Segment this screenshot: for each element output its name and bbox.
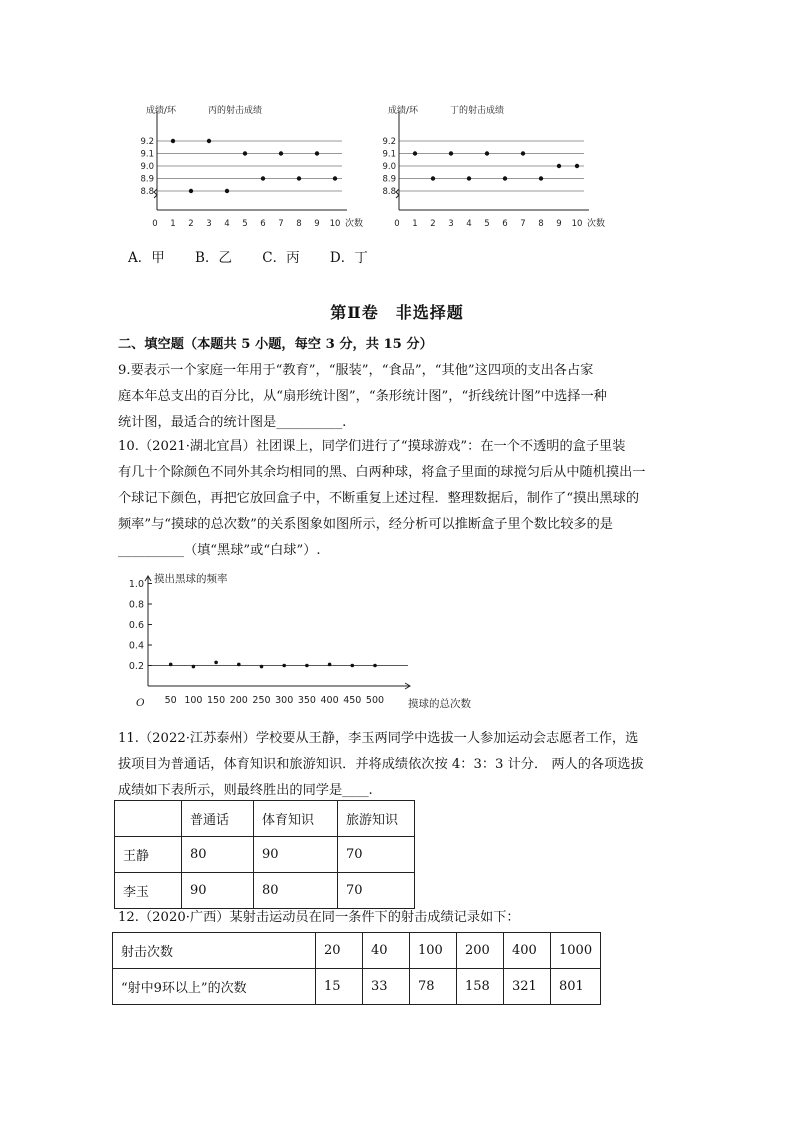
- x-tick-label: 1: [412, 219, 418, 229]
- y-axis-label: 成绩/环: [146, 106, 177, 116]
- x-tick-label: 4: [224, 219, 230, 229]
- data-point: [333, 176, 337, 180]
- x-tick-label: 0: [152, 219, 158, 229]
- table-cell: 普通话: [182, 801, 254, 837]
- x-tick-label: 200: [229, 695, 248, 706]
- table-cell: 20: [316, 933, 363, 969]
- data-point: [539, 176, 543, 180]
- q9-line: 9.要表示一个家庭一年用于“教育”，“服装”，“食品”，“其他”这四项的支出各占家: [118, 363, 594, 378]
- y-tick-label: 9.2: [382, 137, 396, 147]
- table-cell: 1000: [551, 933, 601, 969]
- q9-line: 统计图，最适合的统计图是__________.: [118, 415, 347, 430]
- x-tick-label: 450: [343, 695, 362, 706]
- y-tick-label: 1.0: [128, 579, 144, 590]
- x-tick-label: 8: [538, 219, 544, 229]
- x-tick-label: 7: [520, 219, 526, 229]
- y-tick-label: 9.0: [382, 162, 396, 172]
- question-10: [118, 434, 680, 564]
- chart-bing: [140, 104, 363, 229]
- q10-line: 有几十个除颜色不同外其余均相同的黑、白两种球，将盒子里面的球搅匀后从中随机摸出一: [118, 465, 646, 480]
- x-axis-label: 次数: [587, 219, 606, 229]
- table-cell: 400: [504, 933, 551, 969]
- data-point: [225, 189, 229, 193]
- data-point: [575, 164, 579, 168]
- data-point: [557, 164, 561, 168]
- x-tick-label: 5: [242, 219, 248, 229]
- data-point: [449, 151, 453, 155]
- table-cell: 射击次数: [113, 933, 316, 969]
- table-cell: 78: [410, 969, 457, 1005]
- data-point: [413, 151, 417, 155]
- y-tick-label: 0.4: [128, 640, 144, 652]
- table-cell: 33: [363, 969, 410, 1005]
- table-cell: 200: [457, 933, 504, 969]
- y-tick-label: 8.8: [140, 187, 154, 197]
- table-cell: 40: [363, 933, 410, 969]
- x-tick-label: 4: [466, 219, 472, 229]
- data-point: [351, 664, 355, 668]
- q10-line: 10.（2021·湖北宜昌）社团课上，同学们进行了“摸球游戏”：在一个不透明的盒子里装: [118, 439, 626, 454]
- data-point: [521, 151, 525, 155]
- y-axis-label: 摸出黑球的频率: [154, 573, 228, 585]
- data-point: [503, 176, 507, 180]
- table-cell: 旅游知识: [338, 801, 415, 837]
- x-tick-label: 250: [252, 695, 271, 706]
- x-tick-label: 150: [207, 695, 226, 706]
- x-tick-label: 500: [365, 695, 385, 706]
- table-cell: 李玉: [115, 873, 182, 909]
- answer-options: [128, 246, 394, 266]
- x-tick-label: 10: [571, 219, 583, 229]
- data-point: [237, 663, 241, 667]
- q10-line: 个球记下颜色，再把它放回盒子中，不断重复上述过程．整理数据后，制作了“摸出黑球的: [118, 491, 640, 506]
- table-cell: 90: [254, 837, 338, 873]
- table-cell: 80: [254, 873, 338, 909]
- data-point: [305, 664, 309, 668]
- x-tick-label: 10: [329, 219, 341, 229]
- x-tick-label: 5: [484, 219, 490, 229]
- q11-line: 成绩如下表所示，则最终胜出的同学是____.: [118, 783, 373, 798]
- x-tick-label: 2: [430, 219, 436, 229]
- q9-line: 庭本年总支出的百分比，从“扇形统计图”，“条形统计图”，“折线统计图”中选择一种: [118, 389, 607, 404]
- data-point: [260, 665, 264, 669]
- option-a[interactable]: A．甲: [128, 250, 165, 266]
- q11-line: 拔项目为普通话，体育知识和旅游知识．并将成绩依次按 4：3：3 计分． 两人的各项选拔: [118, 757, 644, 772]
- data-point: [315, 151, 319, 155]
- x-axis-label: 次数: [345, 219, 364, 229]
- y-tick-label: 9.1: [140, 149, 154, 160]
- x-tick-label: 400: [320, 695, 339, 706]
- table-cell: 王静: [115, 837, 182, 873]
- data-point: [189, 189, 193, 193]
- table-cell: 体育知识: [254, 801, 338, 837]
- x-tick-label: 9: [314, 219, 320, 229]
- table-cell: 15: [316, 969, 363, 1005]
- table-cell: 100: [410, 933, 457, 969]
- table-cell: 70: [338, 837, 415, 873]
- table-cell: 158: [457, 969, 504, 1005]
- y-tick-label: 0.2: [128, 661, 144, 672]
- y-tick-label: 0.8: [128, 599, 144, 611]
- data-point: [467, 176, 471, 180]
- data-point: [431, 176, 435, 180]
- chart-title: 丙的射击成绩: [208, 106, 263, 116]
- y-tick-label: 8.9: [140, 174, 154, 185]
- y-tick-label: 9.2: [140, 137, 154, 147]
- table-row: [113, 969, 601, 1005]
- table-cell: 70: [338, 873, 415, 909]
- table-header-row: [115, 801, 415, 837]
- data-point: [214, 661, 218, 665]
- x-tick-label: 2: [188, 219, 194, 229]
- table-cell: 321: [504, 969, 551, 1005]
- y-axis-label: 成绩/环: [388, 106, 419, 116]
- y-tick-label: 9.0: [140, 162, 154, 172]
- q10-line: 频率”与“摸球的总次数”的关系图象如图所示，经分析可以推断盒子里个数比较多的是: [118, 517, 613, 532]
- x-tick-label: 3: [448, 219, 454, 229]
- x-tick-label: 100: [184, 695, 203, 706]
- y-tick-label: 0.6: [128, 620, 144, 631]
- data-point: [485, 151, 489, 155]
- question-11: [118, 726, 680, 804]
- x-tick-label: 8: [296, 219, 302, 229]
- data-point: [282, 664, 286, 668]
- data-point: [373, 664, 377, 668]
- option-b[interactable]: B．乙: [195, 250, 232, 266]
- section-title: 第Ⅱ卷 非选择题: [330, 303, 464, 322]
- frequency-chart: [118, 566, 498, 716]
- data-point: [192, 665, 196, 669]
- data-point: [297, 176, 301, 180]
- q12-table: [112, 932, 601, 1005]
- data-point: [169, 663, 173, 667]
- option-d[interactable]: D．丁: [329, 250, 368, 266]
- x-tick-label: 300: [275, 695, 294, 706]
- option-c[interactable]: C．丙: [262, 250, 300, 266]
- data-point: [328, 663, 332, 667]
- data-point: [243, 151, 247, 155]
- question-12: 12.（2020·广西）某射击运动员在同一条件下的射击成绩记录如下：: [118, 910, 520, 925]
- chart-ding: [382, 104, 605, 229]
- table-row: [115, 873, 415, 909]
- x-tick-label: 9: [556, 219, 562, 229]
- x-tick-label: 6: [260, 219, 266, 229]
- top-charts: [118, 95, 678, 235]
- y-tick-label: 8.8: [382, 187, 396, 197]
- frequency-chart-body: [129, 572, 472, 710]
- question-9: [118, 358, 680, 436]
- q11-line: 11.（2022·江苏泰州）学校要从王静，李玉两同学中选拔一人参加运动会志愿者工作，选: [118, 731, 639, 746]
- y-tick-label: 9.1: [382, 149, 396, 160]
- data-point: [261, 176, 265, 180]
- data-point: [279, 151, 283, 155]
- x-tick-label: 6: [502, 219, 508, 229]
- q10-line: __________（填“黑球”或“白球”）.: [118, 543, 321, 558]
- x-tick-label: 7: [278, 219, 284, 229]
- origin-label: O: [136, 697, 145, 709]
- y-tick-label: 8.9: [382, 174, 396, 185]
- x-tick-label: 350: [297, 695, 316, 706]
- table-row: [113, 933, 601, 969]
- data-point: [207, 139, 211, 143]
- table-cell: 90: [182, 873, 254, 909]
- table-cell: 801: [551, 969, 601, 1005]
- table-row: [115, 837, 415, 873]
- table-cell: 80: [182, 837, 254, 873]
- x-axis-label: 摸球的总次数: [408, 698, 471, 710]
- table-cell: “射中9环以上”的次数: [113, 969, 316, 1005]
- section-heading: 二、填空题（本题共 5 小题，每空 3 分，共 15 分）: [118, 337, 433, 352]
- x-tick-label: 3: [206, 219, 212, 229]
- x-tick-label: 50: [164, 695, 177, 706]
- data-point: [171, 139, 175, 143]
- q11-table: [114, 800, 415, 909]
- chart-title: 丁的射击成绩: [450, 106, 505, 116]
- x-tick-label: 0: [394, 219, 400, 229]
- table-cell: [115, 801, 182, 837]
- x-tick-label: 1: [170, 219, 176, 229]
